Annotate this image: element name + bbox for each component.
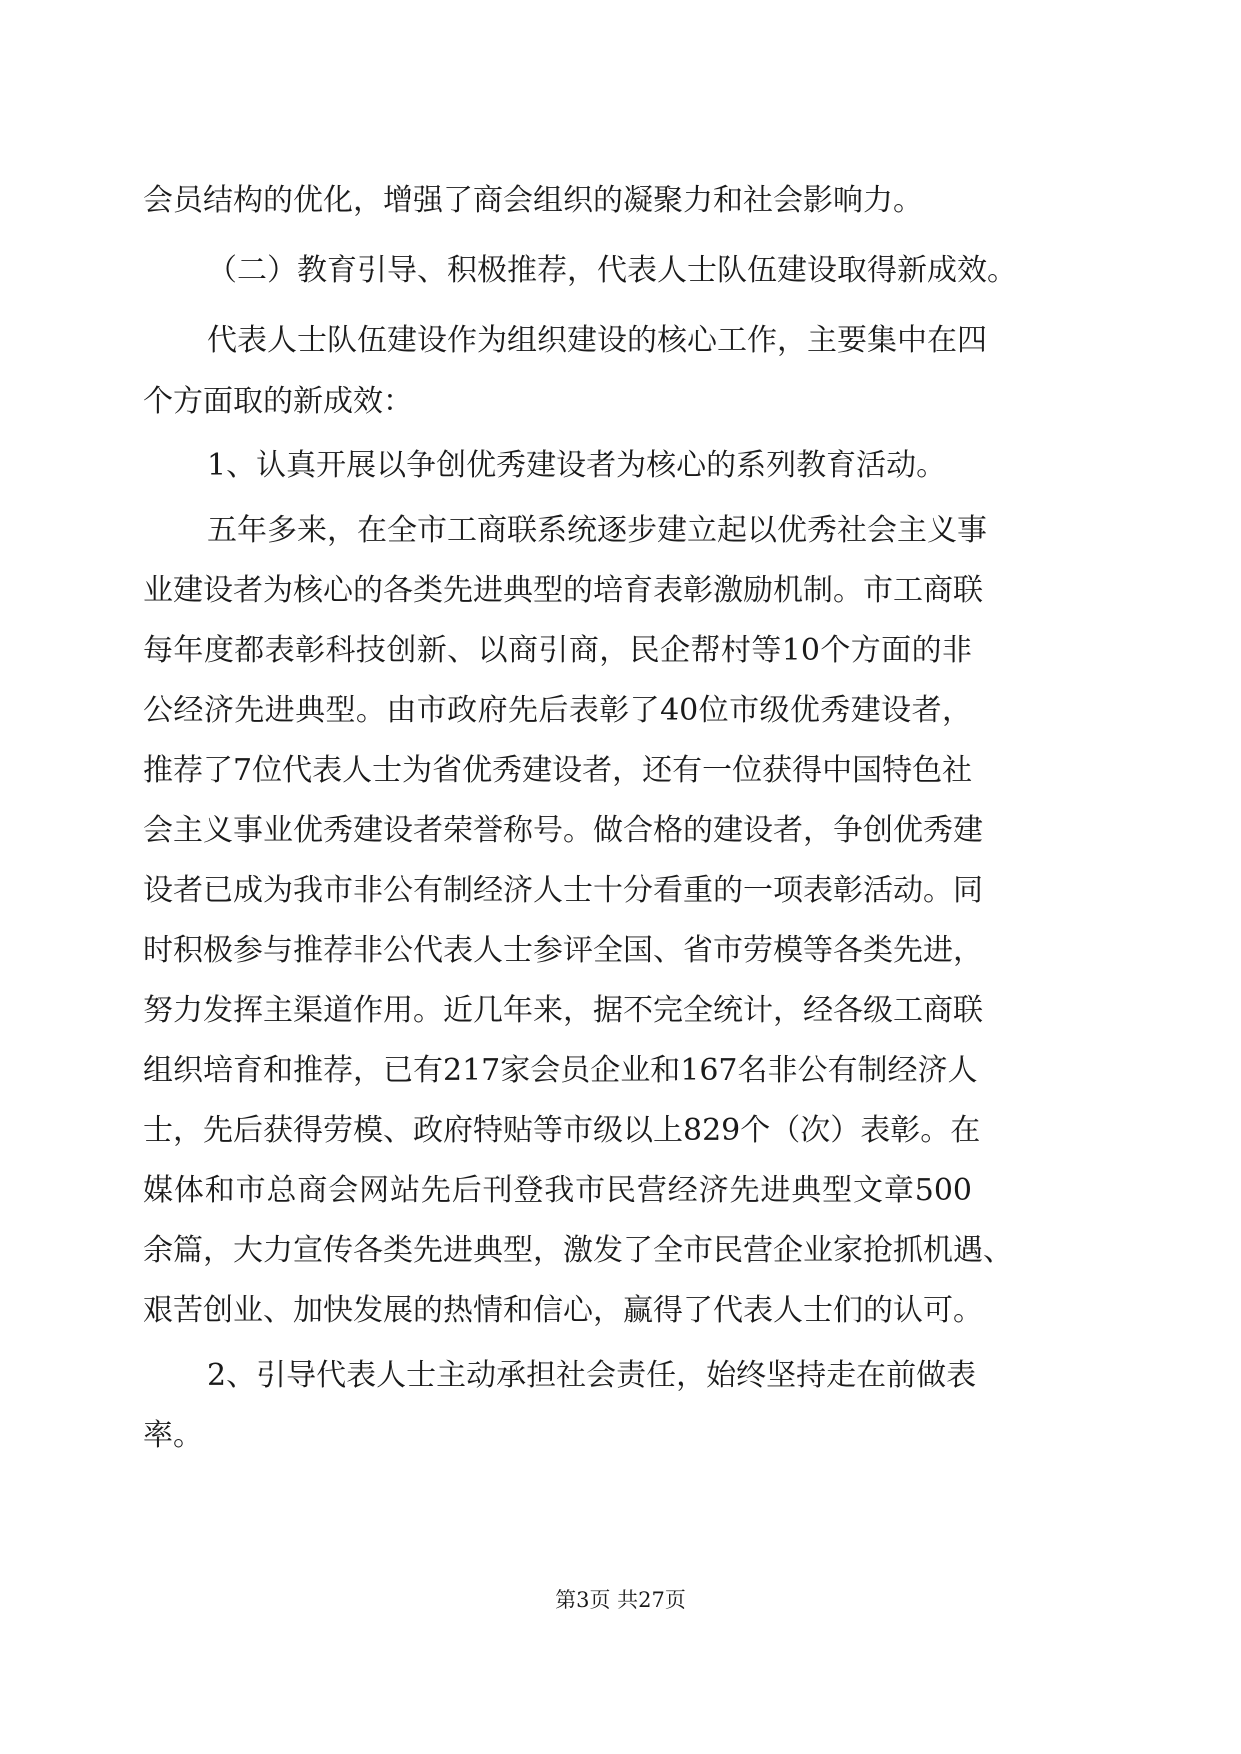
text-line: 努力发挥主渠道作用。近几年来，据不完全统计，经各级工商联: [143, 993, 983, 1028]
text-line: （二）教育引导、积极推荐，代表人士队伍建设取得新成效。: [207, 253, 1017, 288]
text-line: 推荐了7位代表人士为省优秀建设者，还有一位获得中国特色社: [143, 753, 973, 788]
text-line: 2、引导代表人士主动承担社会责任，始终坚持走在前做表: [207, 1358, 977, 1393]
text-line: 组织培育和推荐，已有217家会员企业和167名非公有制经济人: [143, 1053, 978, 1088]
text-line: 会主义事业优秀建设者荣誉称号。做合格的建设者，争创优秀建: [143, 813, 983, 848]
text-line: 余篇，大力宣传各类先进典型，激发了全市民营企业家抢抓机遇、: [143, 1233, 1013, 1268]
text-line: 士，先后获得劳模、政府特贴等市级以上829个（次）表彰。在: [143, 1113, 981, 1148]
text-line: 率。: [143, 1418, 203, 1453]
text-line: 艰苦创业、加快发展的热情和信心，赢得了代表人士们的认可。: [143, 1293, 983, 1328]
text-line: 媒体和市总商会网站先后刊登我市民营经济先进典型文章500: [143, 1173, 972, 1208]
text-line: 会员结构的优化，增强了商会组织的凝聚力和社会影响力。: [143, 183, 923, 218]
text-line: 每年度都表彰科技创新、以商引商，民企帮村等10个方面的非: [143, 633, 972, 668]
text-line: 1、认真开展以争创优秀建设者为核心的系列教育活动。: [207, 448, 947, 483]
text-line: 业建设者为核心的各类先进典型的培育表彰激励机制。市工商联: [143, 573, 983, 608]
text-line: 五年多来，在全市工商联系统逐步建立起以优秀社会主义事: [207, 513, 987, 548]
text-line: 设者已成为我市非公有制经济人士十分看重的一项表彰活动。同: [143, 873, 983, 908]
text-line: 公经济先进典型。由市政府先后表彰了40位市级优秀建设者，: [143, 693, 972, 728]
text-line: 代表人士队伍建设作为组织建设的核心工作，主要集中在四: [207, 323, 987, 358]
text-line: 个方面取的新成效：: [143, 384, 413, 419]
page-number-footer: 第3页 共27页: [555, 1588, 686, 1612]
text-line: 时积极参与推荐非公代表人士参评全国、省市劳模等各类先进，: [143, 933, 983, 968]
